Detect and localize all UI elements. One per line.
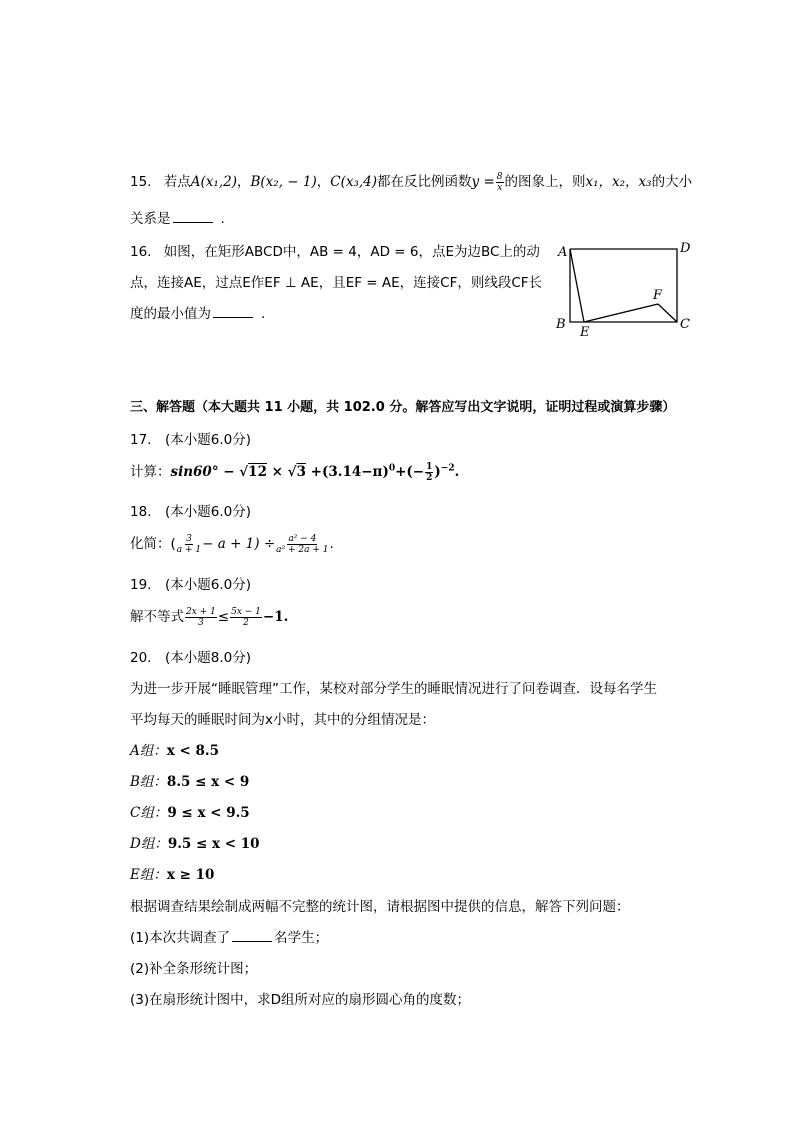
q20-paragraph3: 根据调查结果绘制成两幅不完整的统计图，请根据图中提供的信息，解答下列问题： xyxy=(130,899,630,915)
q20-group-d xyxy=(130,832,260,852)
group-e-label: E组： xyxy=(130,867,167,883)
q16-line2-text: 点，连接AE，过点E作EF ⊥ AE，且EF = AE，连接CF，则线段CF长 xyxy=(130,275,543,291)
q15-fraction xyxy=(496,172,504,193)
q17-root3: 3 xyxy=(296,464,306,480)
label-b: B xyxy=(556,317,566,332)
q20-paragraph2: 平均每天的睡眠时间为x小时，其中的分组情况是： xyxy=(130,712,435,728)
q15-end: . xyxy=(220,211,225,227)
group-a-cond: x < 8.5 xyxy=(166,743,219,759)
label-a: A xyxy=(558,245,568,260)
q15-vars: x₁，x₂，x₃ xyxy=(585,174,652,190)
group-b-cond: 8.5 ≤ x < 9 xyxy=(166,774,250,790)
label-e: E xyxy=(580,325,590,336)
q16-end: . xyxy=(261,306,266,322)
group-e-cond: x ≥ 10 xyxy=(166,867,215,883)
q17-prefix: 计算： xyxy=(130,464,171,480)
q18-frac1-num: 3 xyxy=(186,533,192,544)
q19-frac2 xyxy=(230,607,262,628)
q17-exp-neg2: −2 xyxy=(440,463,455,474)
q15-answer-blank[interactable] xyxy=(173,210,213,223)
q15-func-lhs: y = xyxy=(471,174,495,190)
q20-group-a xyxy=(130,739,219,759)
q18-frac2 xyxy=(276,534,328,555)
q17-half xyxy=(425,462,433,483)
group-d-cond: 9.5 ≤ x < 10 xyxy=(167,836,260,852)
q20-group-b xyxy=(130,770,249,790)
q19-frac1 xyxy=(185,607,217,628)
q18-frac2-num: a² − 4 xyxy=(288,533,317,544)
q15-point-a: A(x₁,2) xyxy=(190,174,237,190)
segment-ef xyxy=(584,304,658,322)
q16-line3 xyxy=(130,302,265,322)
group-c-cond: 9 ≤ x < 9.5 xyxy=(167,805,250,821)
q18-prefix: 化简：( xyxy=(130,536,176,552)
q20-group-c xyxy=(130,801,250,821)
q19-leq: ≤ xyxy=(217,609,230,625)
q15-frac-num: 8 xyxy=(496,171,503,182)
q15-mid: 都在反比例函数 xyxy=(377,174,472,190)
group-b-label: B组： xyxy=(130,774,167,790)
q20-group-e xyxy=(130,863,214,883)
label-c: C xyxy=(680,317,690,332)
group-c-label: C组： xyxy=(130,805,168,821)
q16-line1-text: 如图，在矩形ABCD中，AB = 4，AD = 6，点E为边BC上的动 xyxy=(163,244,540,260)
q16-line1 xyxy=(130,240,540,260)
q15-point-b: B(x₂, − 1) xyxy=(250,174,317,190)
q15-line2 xyxy=(130,207,225,227)
segment-ae xyxy=(570,249,584,322)
q20-sub1 xyxy=(130,926,328,946)
q17-half-num: 1 xyxy=(426,462,433,472)
q17-period: . xyxy=(454,464,460,480)
q17-half-den: 2 xyxy=(426,473,433,483)
q18-header: 18. (本小题6.0分) xyxy=(130,504,251,520)
q17-paren: +(3.14−π) xyxy=(310,464,389,480)
q19-header: 19. (本小题6.0分) xyxy=(130,577,251,593)
q15-line2-text: 关系是 xyxy=(130,211,171,227)
q20-sub2: (2)补全条形统计图； xyxy=(130,961,258,977)
q20-sub1-tail: 名学生； xyxy=(274,930,329,946)
q16-line3-text: 度的最小值为 xyxy=(130,306,211,322)
q19-end: −1. xyxy=(262,609,289,625)
q18-period: . xyxy=(329,536,334,552)
q17-close: ) xyxy=(434,464,441,480)
label-f: F xyxy=(653,288,663,303)
q17-header: 17. (本小题6.0分) xyxy=(130,432,251,448)
q18-middle: − a + 1) ÷ xyxy=(202,536,276,552)
q17-exp0: 0 xyxy=(388,463,396,474)
q18-frac1 xyxy=(177,534,201,555)
q17-sin60: sin60° − xyxy=(170,464,235,480)
label-d: D xyxy=(680,241,691,256)
group-d-label: D组： xyxy=(130,836,168,852)
q15-line1: 15. 若点A(x₁,2)，B(x₂, − 1)，C(x₃,4)都在反比例函数y = $\frac{8}{x}$ 的图象上，则x₁，x₂，x₃的大小 xyxy=(130,171,693,193)
q17-term1: $\sin 60^\circ - √12 \times √3 +(3.14-\pi)^0+(-$ $\frac{1}{2}$ )$^{-2}$. xyxy=(170,462,460,483)
q15-frac-den: x xyxy=(497,182,503,193)
q20-sub3: (3)在扇形统计图中，求D组所对应的扇形圆心角的度数； xyxy=(130,992,471,1008)
q20-paragraph1: 为进一步开展“睡眠管理”工作，某校对部分学生的睡眠情况进行了问卷调查．设每名学生 xyxy=(130,681,657,697)
q18-expression xyxy=(130,532,334,555)
q15-post: 的图象上，则 xyxy=(504,174,586,190)
q17-expression xyxy=(130,460,459,483)
q19-frac2-den: 2 xyxy=(243,617,249,628)
q17-root12: 12 xyxy=(248,464,267,480)
q19-prefix: 解不等式 xyxy=(130,609,184,625)
q17-paren2: +(− xyxy=(395,464,425,480)
group-a-label: A组： xyxy=(130,743,167,759)
q16-number: 16. xyxy=(130,244,152,260)
q15-pre: 若点 xyxy=(163,174,191,190)
q19-frac1-num: 2x + 1 xyxy=(186,606,216,617)
q20-sub1-blank[interactable] xyxy=(232,929,272,942)
q16-line2 xyxy=(130,271,542,291)
q19-expression xyxy=(130,605,288,628)
q17-times: × xyxy=(271,464,283,480)
q18-frac1-den: a + 1 xyxy=(176,544,202,555)
q18-frac2-den: a² + 2a + 1 xyxy=(276,544,329,555)
q15-point-c: C(x₃,4) xyxy=(330,174,378,190)
q15-number: 15. xyxy=(130,174,152,190)
q20-header: 20. (本小题8.0分) xyxy=(130,650,251,666)
rectangle-abcd xyxy=(570,249,677,322)
q19-frac2-num: 5x − 1 xyxy=(231,606,261,617)
q20-sub1-text: (1)本次共调查了 xyxy=(130,930,231,946)
q16-rectangle-figure xyxy=(552,236,702,336)
q19-frac1-den: 3 xyxy=(198,617,204,628)
q16-answer-blank[interactable] xyxy=(213,305,253,318)
segment-fc xyxy=(658,304,677,322)
section3-title: 三、解答题（本大题共 11 小题，共 102.0 分。解答应写出文字说明，证明过程或演算步骤） xyxy=(130,400,676,415)
q15-tail: 的大小 xyxy=(651,174,693,190)
